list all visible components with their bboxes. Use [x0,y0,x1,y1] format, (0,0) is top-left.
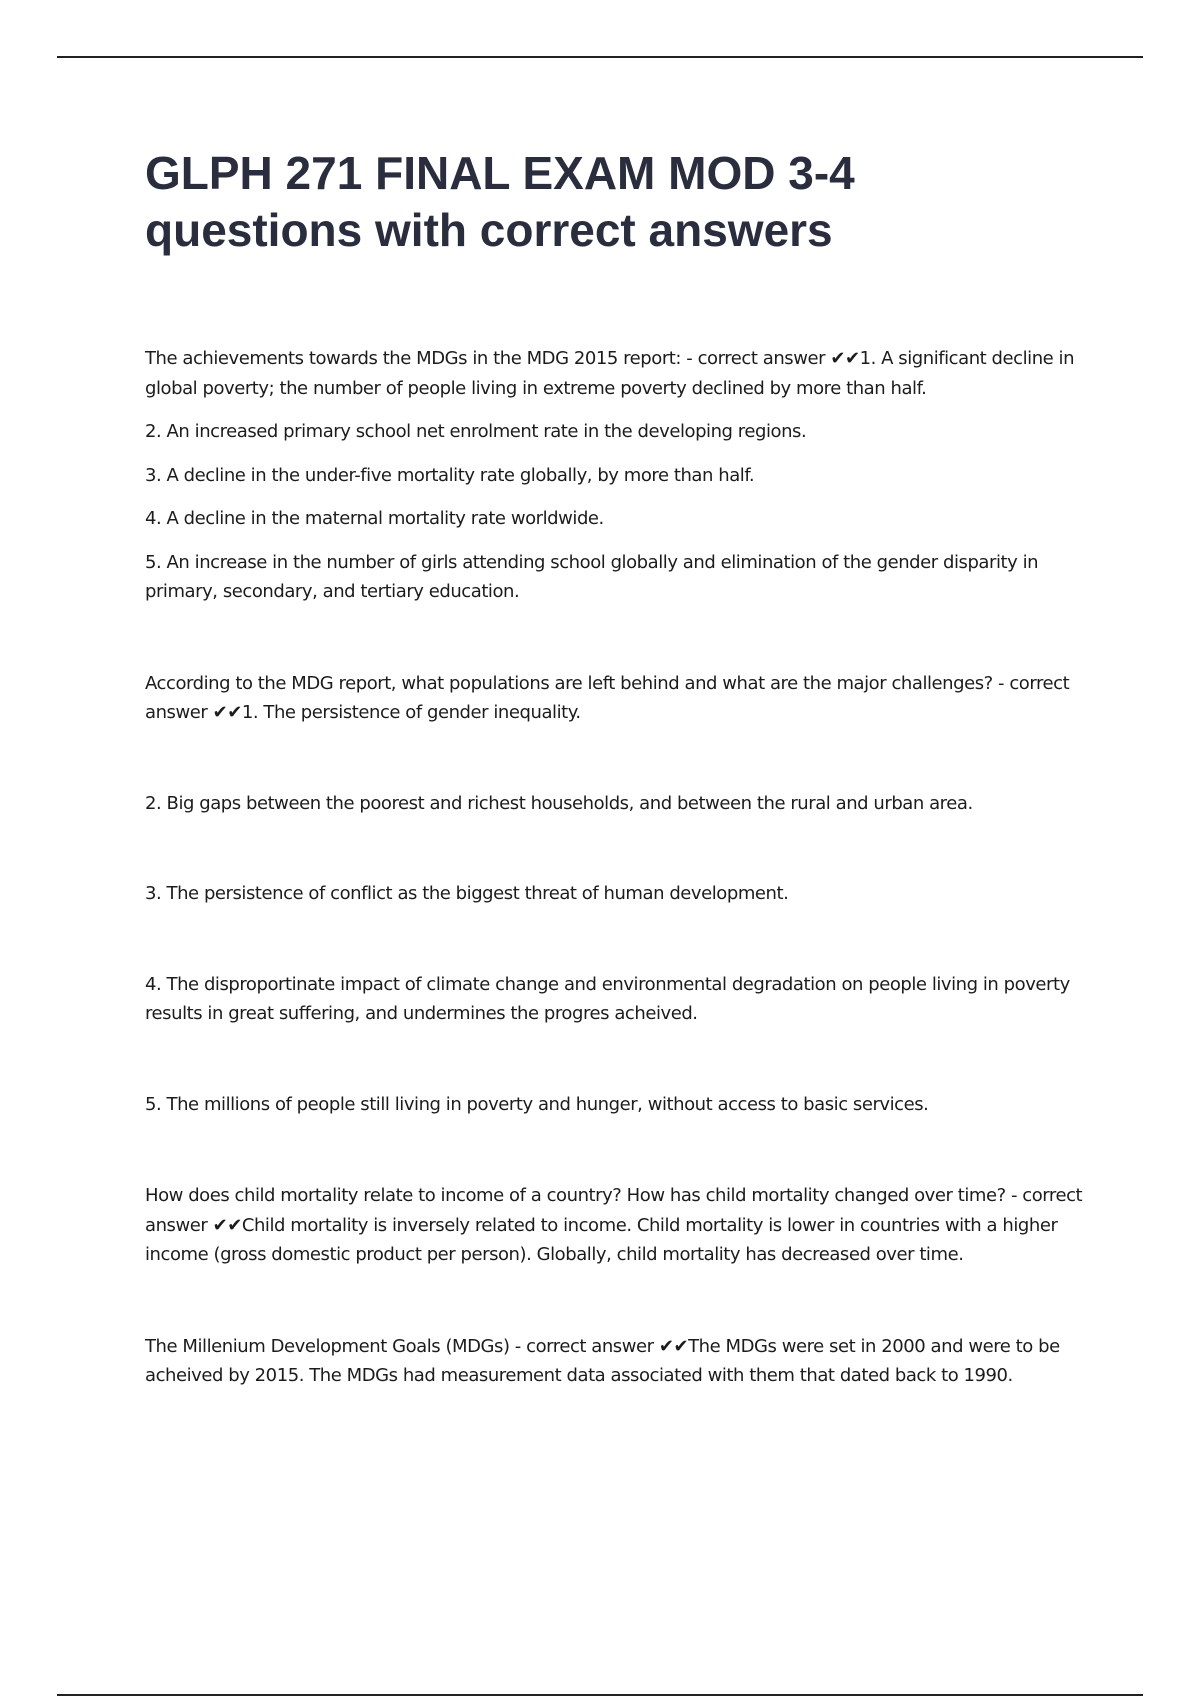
title-line-2: questions with correct answers [145,204,833,256]
answer-item: 4. The disproportinate impact of climate change and environmental degradation on people living in poverty results in great suffering, and undermines the progres acheived. [145,973,1070,1024]
answer-item: 3. A decline in the under-five mortality rate globally, by more than half. [145,464,755,486]
bottom-rule [57,1694,1143,1696]
question-2: According to the MDG report, what populations are left behind and what are the major challenges? - correct answer ✔✔1. The persistence of gender inequality. [145,672,1070,723]
question-3: How does child mortality relate to income of a country? How has child mortality changed over time? - correct answer ✔✔Child mortality is inversely related to income. Child mortality is lower in countries with a higher income (gross domestic product per person). Globally, child mortality has decreased over time. [145,1185,1083,1265]
top-rule [57,56,1143,58]
answer-item: 3. The persistence of conflict as the biggest threat of human development. [145,883,789,904]
answer-item: 2. An increased primary school net enrolment rate in the developing regions. [145,421,807,442]
answer-item: 5. An increase in the number of girls attending school globally and elimination of the gender disparity in primary, secondary, and tertiary education. [145,551,1039,602]
question-4: The Millenium Development Goals (MDGs) - correct answer ✔✔The MDGs were set in 2000 and were to be acheived by 2015. The MDGs had measurement data associated with them that dated back to 1990. [145,1335,1060,1386]
page-title [145,145,1105,259]
question-1: The achievements towards the MDGs in the MDG 2015 report: - correct answer ✔✔1. A significant decline in global poverty; the number of people living in extreme poverty declined by more than half. [145,348,1075,399]
answer-item: 5. The millions of people still living in poverty and hunger, without access to basic services. [145,1093,929,1115]
title-line-1: GLPH 271 FINAL EXAM MOD 3-4 [145,147,855,199]
answer-item: 2. Big gaps between the poorest and richest households, and between the rural and urban area. [145,792,973,814]
qa-content [145,344,1105,1391]
answer-item: 4. A decline in the maternal mortality rate worldwide. [145,508,604,529]
